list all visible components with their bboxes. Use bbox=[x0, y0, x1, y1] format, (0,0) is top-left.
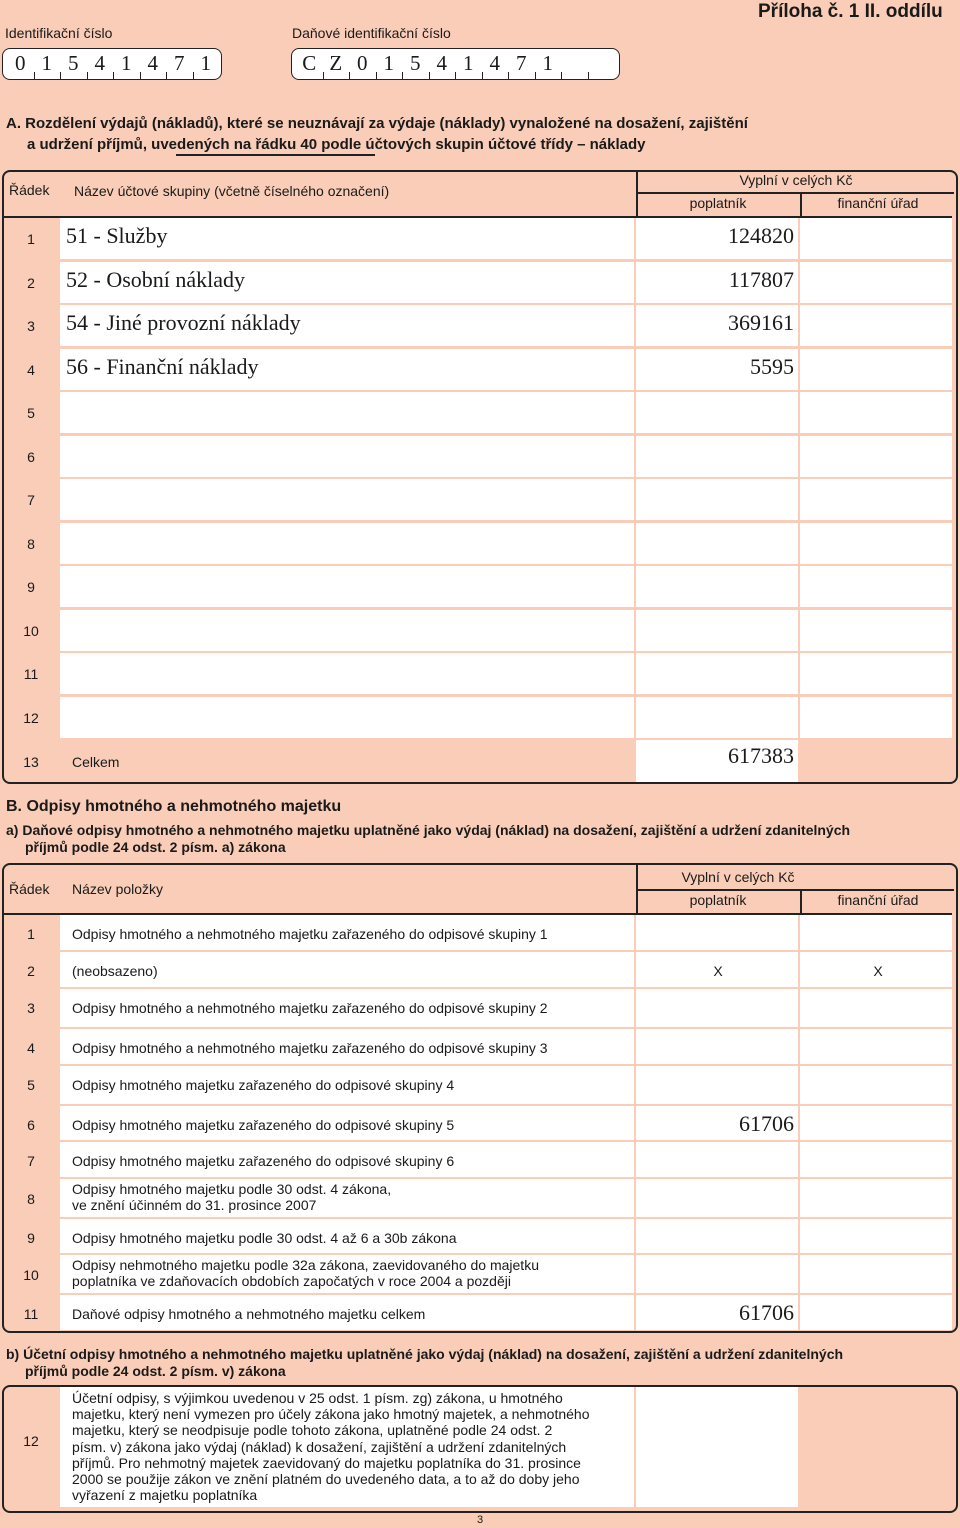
name-cell[interactable] bbox=[60, 479, 634, 520]
office-cell[interactable] bbox=[800, 1106, 952, 1140]
digit-separator bbox=[113, 72, 114, 79]
office-cell[interactable] bbox=[800, 697, 952, 738]
section-b-a-heading bbox=[6, 822, 958, 856]
section-a-title-line1: A. Rozdělení výdajů (nákladů), které se neuznávají za výdaje (náklady) vynaložené na dosažení, zajištění bbox=[6, 115, 748, 132]
row12-number: 12 bbox=[23, 1433, 39, 1449]
row-name: Odpisy hmotného majetku podle 30 odst. 4 až 6 a 30b zákona bbox=[72, 1230, 457, 1246]
digit-slot: 4 bbox=[436, 51, 447, 75]
digit-slot: 1 bbox=[383, 51, 394, 75]
row-number: 9 bbox=[27, 579, 35, 595]
row-name: 54 - Jiné provozní náklady bbox=[66, 310, 301, 335]
section-b-table bbox=[2, 863, 958, 1333]
row-number: 8 bbox=[27, 1191, 35, 1207]
header-divider bbox=[636, 192, 954, 194]
office-cell[interactable] bbox=[800, 1142, 952, 1177]
page-number: 3 bbox=[477, 1514, 484, 1526]
section-a-title-line2-text: a udržení příjmů, uvedených na řádku 40 podle účtových skupin účtové třídy – náklady bbox=[27, 136, 646, 153]
total-row-number: 13 bbox=[23, 754, 39, 770]
row-name: Odpisy hmotného majetku zařazeného do odpisové skupiny 6 bbox=[72, 1153, 455, 1169]
row-value-x: X bbox=[713, 963, 723, 979]
office-cell[interactable] bbox=[800, 1029, 952, 1064]
row-number: 4 bbox=[27, 1040, 35, 1056]
appendix-label: Příloha č. 1 II. oddílu bbox=[758, 1, 943, 22]
row-value: 117807 bbox=[728, 266, 794, 292]
payer-cell[interactable] bbox=[636, 436, 798, 477]
row-number: 5 bbox=[27, 1077, 35, 1093]
row-name: 52 - Osobní náklady bbox=[66, 266, 246, 292]
row-name: Odpisy hmotného majetku podle 30 odst. 4 zákona, bbox=[72, 1181, 392, 1197]
digit-separator bbox=[429, 72, 430, 79]
digit-separator bbox=[140, 72, 141, 79]
row-name: Odpisy hmotného a nehmotného majetku zařazeného do odpisové skupiny 2 bbox=[72, 1000, 548, 1016]
payer-cell[interactable] bbox=[636, 1142, 798, 1177]
payer-cell[interactable] bbox=[636, 392, 798, 433]
row-number: 11 bbox=[23, 1306, 39, 1322]
row12-text-line: písm. v) zákona jako výdaj (náklad) k dosažení, zajištění a udržení zdanitelných bbox=[72, 1438, 567, 1455]
digit-separator bbox=[588, 72, 589, 79]
payer-cell[interactable] bbox=[636, 523, 798, 564]
row-name: Odpisy hmotného majetku zařazeného do odpisové skupiny 5 bbox=[72, 1117, 455, 1133]
payer-cell[interactable] bbox=[636, 989, 798, 1027]
section-b-a-line1: a) Daňové odpisy hmotného a nehmotného majetku uplatněné jako výdaj (náklad) na dosažení, zajištění a udržení zdanitelných bbox=[6, 822, 851, 838]
section-b-a-line2: příjmů podle 24 odst. 2 písm. a) zákona bbox=[25, 839, 286, 855]
section-b-b-heading bbox=[6, 1346, 958, 1380]
ic-label: Identifikační číslo bbox=[5, 25, 113, 41]
payer-cell[interactable] bbox=[636, 1066, 798, 1104]
office-cell[interactable] bbox=[800, 653, 952, 694]
digit-separator bbox=[60, 72, 61, 79]
office-cell[interactable] bbox=[800, 1066, 952, 1104]
row12-text-line: Účetní odpisy, s výjimkou uvedenou v 25 odst. 1 písm. zg) zákona, u hmotného bbox=[72, 1390, 563, 1406]
row-number: 10 bbox=[23, 1267, 39, 1283]
digit-slot: 0 bbox=[357, 51, 368, 75]
digit-separator bbox=[166, 72, 167, 79]
office-cell[interactable] bbox=[800, 523, 952, 564]
digit-slot: 4 bbox=[94, 51, 105, 75]
header-vline bbox=[800, 193, 802, 216]
row-number: 3 bbox=[27, 1000, 35, 1016]
office-cell[interactable] bbox=[800, 1255, 952, 1293]
row12-text-line: příjmů. Pro nehmotný majetek zaevidovaný do majetku poplatníka do 31. prosince bbox=[72, 1454, 581, 1471]
name-cell[interactable] bbox=[60, 697, 634, 738]
office-cell[interactable] bbox=[800, 392, 952, 433]
digit-slot: 1 bbox=[463, 51, 474, 75]
header-payer-label: poplatník bbox=[689, 892, 747, 908]
row-number: 4 bbox=[27, 361, 35, 378]
row-number: 7 bbox=[27, 492, 35, 508]
office-cell[interactable] bbox=[800, 1179, 952, 1217]
payer-cell[interactable] bbox=[636, 1179, 798, 1217]
row-number: 6 bbox=[27, 1117, 35, 1133]
office-cell[interactable] bbox=[800, 305, 952, 346]
header-vline bbox=[800, 890, 802, 913]
payer-cell[interactable] bbox=[636, 1219, 798, 1253]
office-cell[interactable] bbox=[800, 610, 952, 651]
row-name: 51 - Služby bbox=[66, 223, 168, 248]
ic-field[interactable] bbox=[2, 48, 222, 80]
payer-cell[interactable] bbox=[636, 479, 798, 520]
digit-separator bbox=[402, 72, 403, 79]
row12-text-line: 2000 se použije zákon ve znění platném do uvedeného data, a to až do doby jeho bbox=[72, 1471, 580, 1487]
row-name: Odpisy hmotného a nehmotného majetku zařazeného do odpisové skupiny 1 bbox=[72, 926, 548, 942]
name-cell[interactable] bbox=[60, 610, 634, 651]
header-fill-label: Vyplní v celých Kč bbox=[681, 869, 795, 885]
section-b-b-line1: b) Účetní odpisy hmotného a nehmotného majetku uplatněné jako výdaj (náklad) na dosažení, zajištění a udržení zdanitelných bbox=[6, 1346, 844, 1362]
digit-separator bbox=[455, 72, 456, 79]
row-number: 1 bbox=[27, 231, 35, 247]
row-name-cont: ve znění účinném do 31. prosince 2007 bbox=[72, 1197, 317, 1213]
office-cell[interactable] bbox=[800, 262, 952, 303]
row12-text-line: majetku, který není vymezen pro účely zákona jako hmotný majetek, a nehmotného bbox=[72, 1406, 590, 1423]
row12-payer-cell[interactable] bbox=[636, 1387, 798, 1507]
row-value: 369161 bbox=[728, 310, 794, 335]
row-name: Odpisy hmotného a nehmotného majetku zařazeného do odpisové skupiny 3 bbox=[72, 1040, 548, 1056]
digit-separator bbox=[193, 72, 194, 79]
office-cell[interactable] bbox=[800, 349, 952, 390]
digit-slot: 7 bbox=[174, 51, 185, 75]
section-b-b-line2: příjmů podle 24 odst. 2 písm. v) zákona bbox=[25, 1363, 286, 1379]
row-value: 124820 bbox=[728, 223, 794, 248]
row-number: 5 bbox=[27, 405, 35, 421]
digit-slot: 5 bbox=[410, 51, 421, 75]
row-number: 7 bbox=[27, 1153, 35, 1169]
header-divider bbox=[636, 889, 954, 891]
row-name: Daňové odpisy hmotného a nehmotného majetku celkem bbox=[72, 1306, 426, 1322]
office-cell[interactable] bbox=[800, 218, 952, 259]
header-office-label: finanční úřad bbox=[837, 195, 919, 211]
header-name-label: Název položky bbox=[72, 881, 164, 897]
row-name: Odpisy hmotného majetku zařazeného do odpisové skupiny 4 bbox=[72, 1077, 455, 1093]
digit-separator bbox=[87, 72, 88, 79]
office-cell[interactable] bbox=[800, 1295, 952, 1330]
header-name-label: Název účtové skupiny (včetně číselného označení) bbox=[74, 183, 390, 199]
digit-separator bbox=[535, 72, 536, 79]
header-vline bbox=[636, 865, 638, 913]
header-payer-label: poplatník bbox=[689, 195, 747, 211]
office-cell[interactable] bbox=[800, 479, 952, 520]
row-value: 5595 bbox=[750, 353, 794, 379]
row-number: 11 bbox=[23, 666, 39, 682]
row-number: 10 bbox=[23, 622, 39, 639]
digit-separator bbox=[508, 72, 509, 79]
section-b-row12-table bbox=[2, 1385, 958, 1513]
underline bbox=[176, 154, 375, 156]
office-cell[interactable] bbox=[800, 915, 952, 950]
digit-slot: 4 bbox=[489, 51, 500, 75]
name-cell[interactable] bbox=[60, 392, 634, 433]
digit-slot: 4 bbox=[147, 51, 158, 75]
digit-slot: 7 bbox=[516, 51, 527, 75]
row-number: 6 bbox=[27, 448, 35, 465]
header-fill-label: Vyplní v celých Kč bbox=[739, 172, 853, 188]
digit-separator bbox=[561, 72, 562, 79]
payer-cell[interactable] bbox=[636, 1029, 798, 1064]
digit-slot: C bbox=[302, 51, 317, 75]
payer-cell[interactable] bbox=[636, 610, 798, 651]
payer-cell[interactable] bbox=[636, 697, 798, 738]
digit-separator bbox=[482, 72, 483, 79]
header-office-label: finanční úřad bbox=[837, 892, 919, 908]
digit-separator bbox=[34, 72, 35, 79]
row-number: 2 bbox=[27, 274, 35, 291]
digit-slot: 1 bbox=[41, 51, 52, 75]
header-row-label: Řádek bbox=[9, 182, 50, 198]
dic-field[interactable] bbox=[291, 48, 620, 80]
payer-cell[interactable] bbox=[636, 566, 798, 607]
header-row-label: Řádek bbox=[9, 881, 50, 897]
row-name: Odpisy nehmotného majetku podle 32a zákona, zaevidovaného do majetku bbox=[72, 1257, 539, 1273]
digit-slot: 1 bbox=[200, 51, 211, 75]
digit-separator bbox=[376, 72, 377, 79]
digit-slot: Z bbox=[329, 51, 343, 75]
digit-separator bbox=[349, 72, 350, 79]
section-a-title-line2 bbox=[6, 134, 956, 155]
name-cell[interactable] bbox=[60, 566, 634, 607]
row-number: 12 bbox=[23, 709, 39, 726]
row-name: 56 - Finanční náklady bbox=[66, 353, 259, 379]
row-name: (neobsazeno) bbox=[72, 963, 158, 979]
digit-separator bbox=[323, 72, 324, 79]
payer-cell[interactable] bbox=[636, 653, 798, 694]
row-number: 9 bbox=[27, 1230, 35, 1246]
office-cell[interactable] bbox=[800, 1219, 952, 1253]
office-cell[interactable] bbox=[800, 566, 952, 607]
section-a-table bbox=[2, 170, 958, 784]
header-vline bbox=[636, 172, 638, 216]
row12-text-line: majetku, který se neodpisuje podle tohoto zákona, uplatněné podle 24 odst. 2 bbox=[72, 1422, 553, 1439]
digit-slot: 5 bbox=[68, 51, 79, 75]
row-office-x: X bbox=[873, 963, 883, 979]
office-cell[interactable] bbox=[800, 436, 952, 477]
name-cell[interactable] bbox=[60, 523, 634, 564]
row12-text-line: vyřazení z majetku poplatníka bbox=[72, 1487, 258, 1504]
row-number: 8 bbox=[27, 535, 35, 552]
total-value: 617383 bbox=[728, 743, 794, 768]
payer-cell[interactable] bbox=[636, 915, 798, 950]
section-a-title bbox=[6, 113, 956, 155]
row-name-cont: poplatníka ve zdaňovacích obdobích započatých v roce 2004 a později bbox=[72, 1273, 511, 1289]
name-cell[interactable] bbox=[60, 436, 634, 477]
row-number: 3 bbox=[27, 318, 35, 334]
total-label: Celkem bbox=[72, 754, 120, 770]
digit-slot: 0 bbox=[15, 51, 26, 75]
section-b-title: B. Odpisy hmotného a nehmotného majetku bbox=[6, 798, 342, 815]
digit-slot: 1 bbox=[121, 51, 132, 75]
office-cell[interactable] bbox=[800, 989, 952, 1027]
name-cell[interactable] bbox=[60, 653, 634, 694]
row-number: 2 bbox=[27, 963, 35, 979]
payer-cell[interactable] bbox=[636, 1255, 798, 1293]
row-number: 1 bbox=[27, 926, 35, 942]
row-value: 61706 bbox=[739, 1300, 794, 1325]
digit-slot: 1 bbox=[542, 51, 553, 75]
dic-label: Daňové identifikační číslo bbox=[292, 25, 451, 41]
row-value: 61706 bbox=[739, 1111, 794, 1136]
